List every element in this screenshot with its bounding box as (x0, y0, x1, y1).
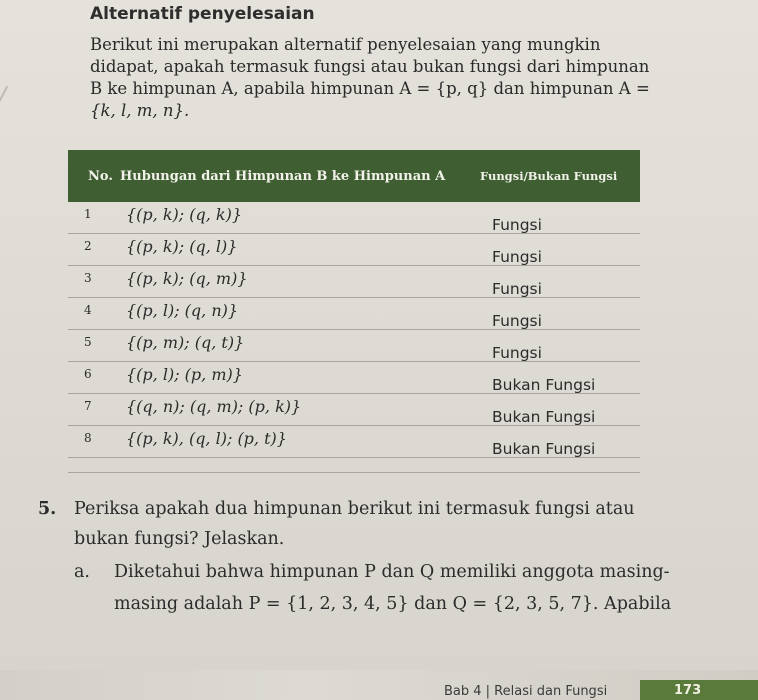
intro-line: Berikut ini merupakan alternatif penyelesaian yang mungkin (90, 35, 601, 54)
relation-table (68, 150, 640, 473)
row-number: 8 (84, 431, 92, 445)
intro-paragraph (90, 34, 670, 122)
table-row (68, 202, 640, 234)
row-relation: {(p, l); (p, m)} (126, 365, 243, 384)
question-5a (74, 556, 714, 620)
row-number: 7 (84, 399, 92, 413)
row-number: 6 (84, 367, 92, 381)
table-row (68, 394, 640, 426)
row-relation: {(p, m); (q, t)} (126, 333, 245, 352)
subquestion-label: a. (74, 562, 90, 582)
row-result: Bukan Fungsi (492, 408, 596, 426)
table-row (68, 426, 640, 458)
row-number: 2 (84, 239, 92, 253)
table-row (68, 298, 640, 330)
header-function: Fungsi/Bukan Fungsi (480, 169, 618, 183)
row-relation: {(p, k); (q, m)} (126, 269, 248, 288)
intro-line: B ke himpunan A, apabila himpunan A = {p, q} dan himpunan A = (90, 79, 650, 98)
row-number: 4 (84, 303, 92, 317)
row-number: 1 (84, 207, 92, 221)
page-number: 173 (640, 680, 758, 700)
question-line: Periksa apakah dua himpunan berikut ini termasuk fungsi atau (74, 499, 635, 519)
row-relation: {(p, k); (q, k)} (126, 205, 243, 224)
row-result: Fungsi (492, 248, 542, 266)
table-row (68, 234, 640, 266)
page-edge-mark (0, 86, 28, 117)
header-no: No. (88, 168, 113, 184)
page-footer (0, 670, 758, 700)
row-number: 3 (84, 271, 92, 285)
row-result: Fungsi (492, 216, 542, 234)
row-result: Bukan Fungsi (492, 376, 596, 394)
table-row (68, 362, 640, 394)
question-number: 5. (38, 499, 57, 519)
row-result: Fungsi (492, 344, 542, 362)
row-relation: {(p, k); (q, l)} (126, 237, 238, 256)
table-header (68, 150, 640, 202)
row-relation: {(p, l); (q, n)} (126, 301, 239, 320)
subquestion-line: Diketahui bahwa himpunan P dan Q memiliki anggota masing- (114, 562, 670, 582)
table-row (68, 266, 640, 298)
intro-line: didapat, apakah termasuk fungsi atau bukan fungsi dari himpunan (90, 57, 650, 76)
question-line: bukan fungsi? Jelaskan. (74, 529, 285, 549)
row-relation: {(p, k), (q, l); (p, t)} (126, 429, 287, 448)
header-relation: Hubungan dari Himpunan B ke Himpunan A (120, 168, 446, 184)
row-result: Fungsi (492, 312, 542, 330)
intro-line: {k, l, m, n}. (90, 101, 190, 120)
row-result: Fungsi (492, 280, 542, 298)
row-number: 5 (84, 335, 92, 349)
subquestion-line: masing adalah P = {1, 2, 3, 4, 5} dan Q = {2, 3, 5, 7}. Apabila (114, 594, 672, 614)
row-relation: {(q, n); (q, m); (p, k)} (126, 397, 302, 416)
table-bottom-rule (68, 458, 640, 473)
table-row (68, 330, 640, 362)
section-heading: Alternatif penyelesaian (90, 4, 315, 24)
chapter-label: Bab 4 | Relasi dan Fungsi (444, 684, 608, 699)
question-5 (38, 494, 718, 554)
row-result: Bukan Fungsi (492, 440, 596, 458)
